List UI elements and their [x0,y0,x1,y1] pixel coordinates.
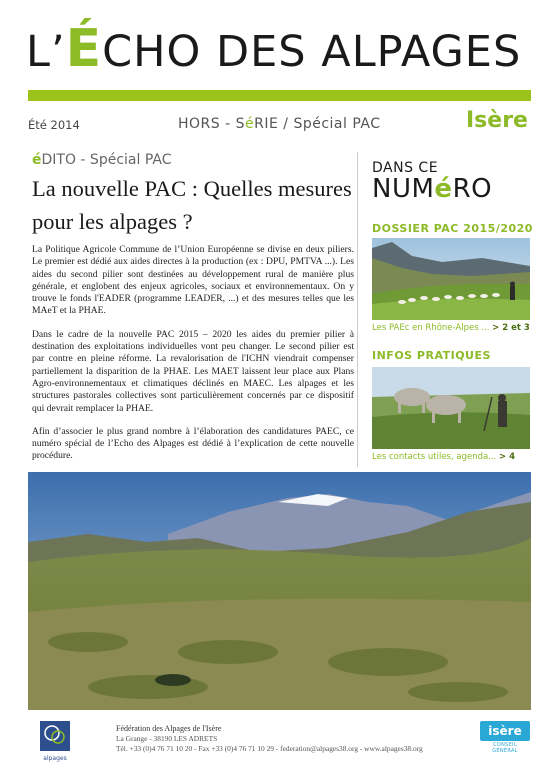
conseil-general-label: CONSEIL GÉNÉRAL [492,742,518,754]
edito-paragraph: La Politique Agricole Commune de l’Union Européenne se divise en deux piliers. Le premier est dédié aux aides directes à la production (ex : DPU, PMTVA ...). Les aides du second pilier sont destinées au développement rural de manière plus générale, et englobent des enjeux agricoles, sociaux et environnementaux. On y trouve le fonds l'EADER (programme LEADER, ...) et des mesures telles que les MAeT et la PHAE. [32,244,354,317]
isere-logo [480,721,530,741]
numero-accent: é [434,174,453,204]
edito-label-accent: é [32,152,42,168]
numero-prefix: NUM [372,174,435,204]
issue-edition [178,116,381,132]
issue-region: Isère [466,108,528,133]
edito-body [32,244,354,474]
footer-contact: Tél. +33 (0)4 76 71 10 20 - Fax +33 (0)4 76 71 10 29 - federation@alpages38.org - www.alpages38.org [116,744,423,753]
photo-sheep-pasture [372,238,530,320]
sidebar-dans: DANS CE [372,160,439,176]
edito-label-text: DITO - Spécial PAC [41,152,172,168]
sidebar-numero [372,174,492,204]
edition-accent: é [245,116,255,132]
federation-logo-text: alpages [43,755,67,762]
footer-street: La Grange - 38190 LES ADRETS [116,734,218,743]
edito-label [32,152,171,168]
photo-cows-herder [372,367,530,449]
photo-alpine-landscape [28,472,531,710]
section-title-dossier: DOSSIER PAC 2015/2020 [372,222,533,235]
footer-org: Fédération des Alpages de l'Isère [116,724,222,733]
caption-dossier [372,323,530,333]
caption-infos [372,452,515,462]
column-divider [357,152,358,467]
isere-logo-text: isère [488,724,522,738]
edito-paragraph: Afin d’associer le plus grand nombre à l’élaboration des candidatures PAEC, ce numéro spécial de l’Echo des Alpages est dédié à l’explication de cette nouvelle procédure. [32,425,354,462]
caption-ref: > 2 et 3 [492,323,530,333]
edition-suffix: RIE / Spécial PAC [254,116,381,132]
footer-address [116,724,423,754]
edito-paragraph: Dans le cadre de la nouvelle PAC 2015 – 2020 les aides du premier pilier à destination des exploitations individuelles vont peu changer. Le second pilier est par contre en pleine réforme. La revalorisation de l'ICHN viendrait compenser partiellement la disparition de la PHAE. Les MAET laissent leur place aux Plans Agro-environnementaux et climatiques déclinés en MAEC. Les alpages et les structures pastorales collectives sont particulièrement concernés par ce dispositif qui devrait remplacer la PHAE. [32,328,354,414]
edito-headline: La nouvelle PAC : Quelles mesures pour les alpages ? [32,176,352,234]
masthead-prefix: L’ [26,27,66,77]
federation-logo [40,721,70,761]
masthead-title [26,19,536,79]
caption-text: Les contacts utiles, agenda... [372,452,500,462]
issue-season: Été 2014 [28,118,80,132]
masthead-bar [28,90,531,101]
caption-text: Les PAEc en Rhône-Alpes ... [372,323,493,333]
masthead-suffix: CHO DES ALPAGES [102,27,522,77]
section-title-infos: INFOS PRATIQUES [372,349,491,362]
caption-ref: > 4 [499,452,516,462]
masthead-accent: É [65,19,103,79]
numero-suffix: RO [452,174,493,204]
edition-prefix: HORS - S [178,116,245,132]
